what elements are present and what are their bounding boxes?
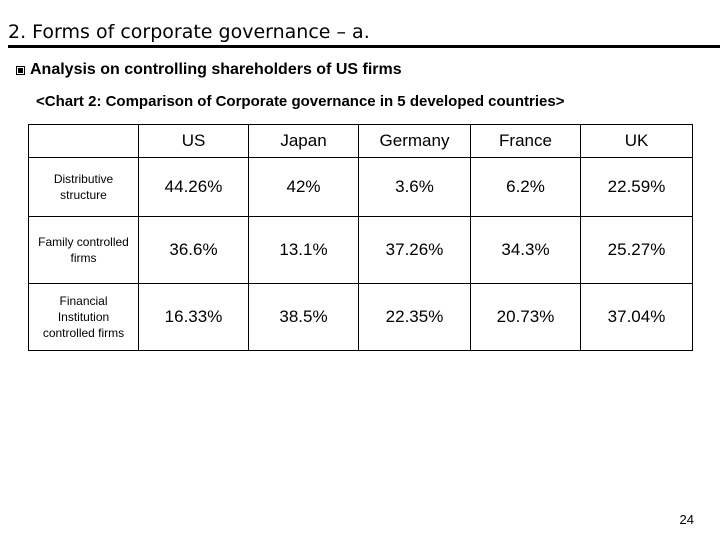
column-header-us: US (139, 125, 249, 158)
row-label: Financial Institution controlled firms (29, 284, 139, 351)
column-header-uk: UK (581, 125, 693, 158)
governance-table (28, 124, 693, 351)
bullet-text: Analysis on controlling shareholders of US firms (30, 61, 402, 78)
table-row (29, 284, 693, 351)
column-header-blank (29, 125, 139, 158)
square-bullet-icon (16, 66, 25, 75)
table-cell: 37.04% (581, 284, 693, 351)
table-cell: 13.1% (249, 217, 359, 284)
slide-title: 2. Forms of corporate governance – a. (8, 21, 370, 43)
table-cell: 3.6% (359, 158, 471, 217)
bullet-point (16, 60, 402, 80)
column-header-japan: Japan (249, 125, 359, 158)
table-cell: 22.35% (359, 284, 471, 351)
table-cell: 37.26% (359, 217, 471, 284)
table-cell: 22.59% (581, 158, 693, 217)
table-row (29, 217, 693, 284)
table-cell: 16.33% (139, 284, 249, 351)
row-label: Distributive structure (29, 158, 139, 217)
table-cell: 36.6% (139, 217, 249, 284)
table-header-row (29, 125, 693, 158)
table-row (29, 158, 693, 217)
table-cell: 42% (249, 158, 359, 217)
table-cell: 44.26% (139, 158, 249, 217)
table-cell: 34.3% (471, 217, 581, 284)
column-header-germany: Germany (359, 125, 471, 158)
table-cell: 38.5% (249, 284, 359, 351)
chart-caption: <Chart 2: Comparison of Corporate governance in 5 developed countries> (36, 93, 565, 110)
table-cell: 25.27% (581, 217, 693, 284)
column-header-france: France (471, 125, 581, 158)
table-cell: 6.2% (471, 158, 581, 217)
page-number: 24 (679, 512, 694, 527)
table-cell: 20.73% (471, 284, 581, 351)
title-divider (8, 45, 720, 48)
row-label: Family controlled firms (29, 217, 139, 284)
